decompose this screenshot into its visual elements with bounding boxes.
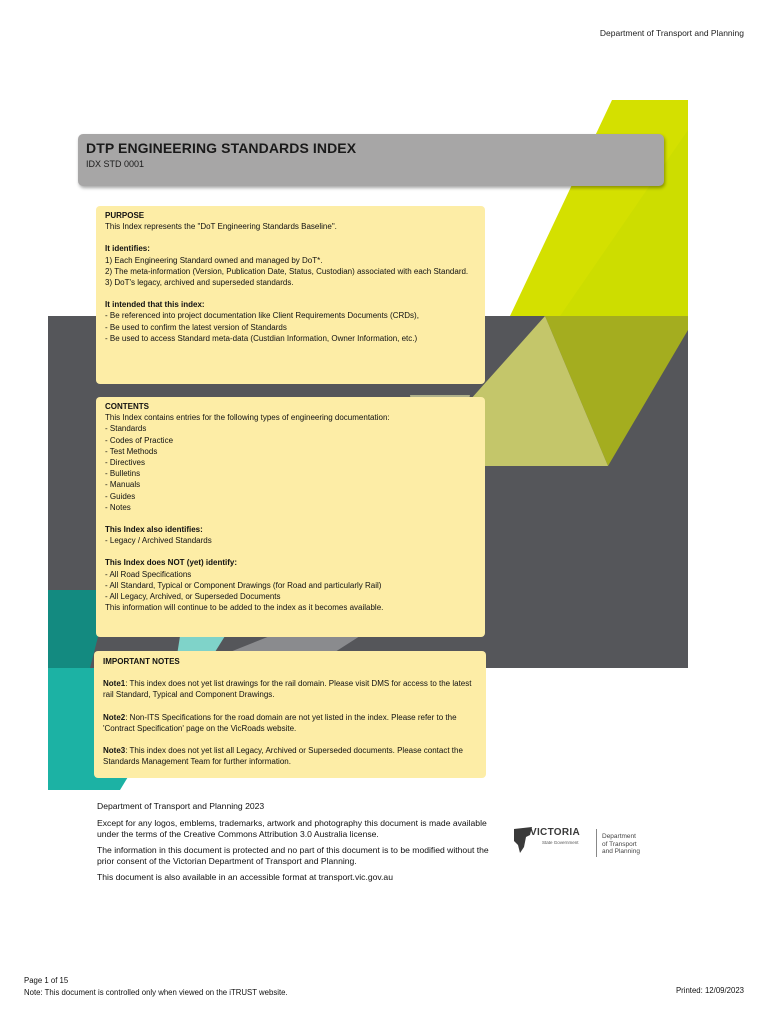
logo-divider	[596, 829, 597, 857]
note-label: Note2	[103, 712, 126, 722]
note-text: : This index does not yet list drawings for the rail domain. Please visit DMS for access to the latest rail Standard, Typical and Component Drawings.	[103, 679, 472, 700]
note-item	[103, 745, 477, 767]
purpose-heading: PURPOSE	[105, 211, 145, 220]
note-text: : Non-ITS Specifications for the road domain are not yet listed in the index. Please refer to the 'Contract Specification' page on the VicRoads website.	[103, 712, 457, 733]
important-notes-box	[94, 651, 486, 778]
intended-heading: It intended that this index:	[105, 300, 205, 310]
contents-type: - Notes	[105, 502, 131, 512]
victoria-logo	[512, 823, 652, 863]
state-government-text: State Government	[542, 840, 579, 845]
identifies-heading: It identifies:	[105, 244, 150, 254]
intended-item: - Be referenced into project documentation like Client Requirements Documents (CRDs),	[105, 311, 419, 321]
intended-item: - Be used to access Standard meta-data (Custdian Information, Owner Information, etc.)	[105, 333, 418, 343]
contents-type: - Directives	[105, 458, 146, 468]
identifies-item: 1) Each Engineering Standard owned and managed by DoT*.	[105, 255, 323, 265]
document-code: IDX STD 0001	[86, 159, 145, 169]
page-footer	[24, 975, 288, 998]
contents-type: - Bulletins	[105, 469, 141, 479]
contents-type: - Guides	[105, 491, 136, 501]
contents-closing: This information will continue to be added to the index as it becomes available.	[105, 603, 384, 613]
document-title: DTP ENGINEERING STANDARDS INDEX	[86, 140, 357, 156]
important-notes-heading: IMPORTANT NOTES	[103, 657, 180, 666]
contents-box	[96, 397, 485, 637]
identifies-item: 2) The meta-information (Version, Publication Date, Status, Custodian) associated with each Standard.	[105, 266, 469, 276]
note-item	[103, 712, 477, 734]
not-identify-heading: This Index does NOT (yet) identify:	[105, 558, 238, 568]
page-number: Page 1 of 15	[24, 976, 69, 985]
copyright-org: Department of Transport and Planning 2023	[97, 801, 265, 811]
logo-dept-line: Department	[602, 833, 636, 840]
contents-intro: This Index contains entries for the following types of engineering documentation:	[105, 413, 390, 423]
note-item	[103, 678, 477, 700]
contents-type: - Standards	[105, 424, 147, 434]
printed-date: Printed: 12/09/2023	[675, 986, 744, 995]
license-text: Except for any logos, emblems, trademarks, artwork and photography this document is made available under the terms of the Creative Commons Attribution 3.0 Australia license.	[97, 818, 487, 839]
logo-dept-line: and Planning	[602, 848, 640, 856]
title-banner	[78, 134, 664, 186]
also-identifies-heading: This Index also identifies:	[105, 525, 203, 535]
logo-dept-line: of Transport	[602, 840, 637, 848]
not-identify-item: - All Standard, Typical or Component Drawings (for Road and particularly Rail)	[105, 580, 382, 590]
protected-text: The information in this document is protected and no part of this document is to be modified without the prior consent of the Victorian Department of Transport and Planning.	[97, 845, 489, 866]
contents-type: - Codes of Practice	[105, 435, 174, 445]
copyright-block	[97, 801, 497, 888]
contents-heading: CONTENTS	[105, 402, 149, 411]
purpose-intro: This Index represents the "DoT Engineering Standards Baseline".	[105, 222, 337, 232]
victoria-wordmark: VICTORIA	[530, 827, 580, 838]
contents-type: - Manuals	[105, 480, 141, 490]
not-identify-item: - All Road Specifications	[105, 569, 192, 579]
logo-department-text	[602, 833, 640, 856]
intended-item: - Be used to confirm the latest version of Standards	[105, 322, 287, 332]
header-department: Department of Transport and Planning	[599, 28, 744, 38]
purpose-box	[96, 206, 485, 384]
identifies-item: 3) DoT's legacy, archived and superseded standards.	[105, 278, 294, 288]
note-text: : This index does not yet list all Legacy, Archived or Superseded documents. Please contact the Standards Management Team for further information.	[103, 746, 463, 767]
contents-type: - Test Methods	[105, 446, 158, 456]
not-identify-item: - All Legacy, Archived, or Superseded Documents	[105, 592, 281, 602]
note-label: Note3	[103, 746, 126, 756]
accessible-text: This document is also available in an accessible format at transport.vic.gov.au	[97, 872, 393, 883]
note-label: Note1	[103, 679, 126, 689]
also-identifies-item: - Legacy / Archived Standards	[105, 536, 212, 546]
control-note: Note: This document is controlled only when viewed on the iTRUST website.	[24, 987, 288, 997]
